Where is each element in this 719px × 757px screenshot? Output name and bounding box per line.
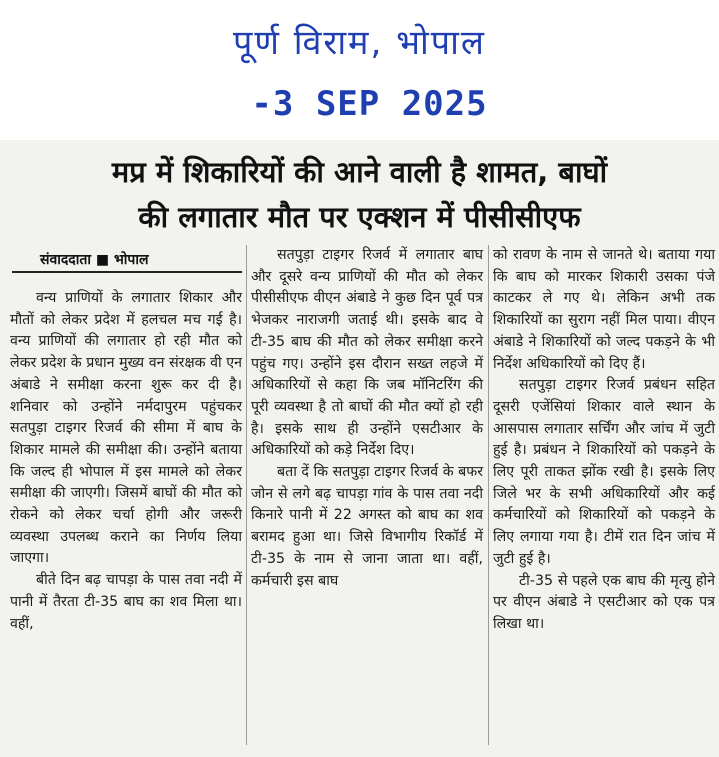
paragraph: टी-35 से पहले एक बाघ की मृत्यु होने पर वीएन अंबाडे ने एसटीआर को एक पत्र लिखा था। bbox=[493, 572, 715, 632]
headline-line-2: की लगातार मौत पर एक्शन में पीसीसीएफ bbox=[138, 200, 581, 234]
headline bbox=[0, 150, 719, 240]
headline-line-1: मप्र में शिकारियों की आने वाली है शामत, बाघों bbox=[111, 155, 608, 189]
byline: संवाददाता ■ भोपाल bbox=[40, 252, 149, 268]
paragraph: सतपुड़ा टाइगर रिजर्व में लगातार बाघ और दूसरे वन्य प्राणियों की मौत को लेकर पीसीसीएफ वीएन अंबाडे ने कुछ दिन पूर्व पत्र भेजकर नाराजगी जताई थी। इसके बाद वे टी-35 बाघ की मौत को लेकर समीक्षा करने पहुंच गए। उन्होंने इस दौरान सख्त लहजे में अधिकारियों से कहा कि जब मॉनिटरिंग की पूरी व्यवस्था है तो बाघों की मौत क्यों हो रही है। इसके साथ ही उन्होंने एसटीआर के अधिकारियों को कड़े निर्देश दिए। bbox=[251, 247, 483, 459]
paragraph: बता दें कि सतपुड़ा टाइगर रिजर्व के बफर जोन से लगे बढ़ चापड़ा गांव के पास तवा नदी किनारे पानी में 22 अगस्त को बाघ का शव बरामद हुआ था। जिसे विभागीय रिकॉर्ड में टी-35 के नाम से जाना जाता था। वहीं, कर्मचारी इस बाघ bbox=[251, 464, 483, 589]
article-column-3 bbox=[493, 245, 715, 636]
publication-stamp: पूर्ण विराम, भोपाल bbox=[233, 23, 486, 63]
paragraph: को रावण के नाम से जानते थे। बताया गया कि बाघ को मारकर शिकारी उसका पंजे काटकर ले गए थे। लेकिन अभी तक शिकारियों का सुराग नहीं मिल पाया। वीएन अंबाडे ने शिकारियों को जल्द पकड़ने के भी निर्देश अधिकारियों को दिए हैं। bbox=[493, 247, 715, 372]
date-stamp: -3 SEP 2025 bbox=[251, 84, 488, 124]
paragraph: वन्य प्राणियों के लगातार शिकार और मौतों को लेकर प्रदेश में हलचल मच गई है। वन्य प्राणियों की लगातार हो रही मौत को लेकर प्रदेश के प्रधान मुख्य वन संरक्षक वी एन अंबाडे ने समीक्षा करना शुरू कर दी है। शनिवार को उन्होंने नर्मदापुरम पहुंचकर सतपुड़ा टाइगर रिजर्व की सीमा में बाघ के शिकार मामले की समीक्षा की। उन्होंने बताया कि जल्द ही भोपाल में इस मामले को लेकर समीक्षा की जाएगी। जिसमें बाघों की मौत को रोकने को लेकर चर्चा होगी और जरूरी व्यवस्था उपलब्ध कराने का निर्णय लिया जाएगा। bbox=[10, 290, 242, 567]
article-column-2 bbox=[251, 245, 483, 592]
column-divider bbox=[246, 245, 247, 745]
article-column-1 bbox=[10, 288, 242, 635]
column-divider bbox=[488, 245, 489, 745]
paragraph: सतपुड़ा टाइगर रिजर्व प्रबंधन सहित दूसरी एजेंसियां शिकार वाले स्थान के आसपास लगातार सर्चिंग और जांच में जुटी हुई है। प्रबंधन ने शिकारियों को पकड़ने के लिए पूरी ताकत झोंक रखी है। इसके लिए जिले भर के सभी अधिकारियों और कई कर्मचारियों को शिकारियों को पकड़ने के लिए लगाया गया है। टीमें रात दिन जांच में जुटी हुई है। bbox=[493, 377, 715, 567]
byline-rule bbox=[12, 271, 242, 273]
paragraph: बीते दिन बढ़ चापड़ा के पास तवा नदी में पानी में तैरता टी-35 बाघ का शव मिला था। वहीं, bbox=[10, 572, 242, 632]
